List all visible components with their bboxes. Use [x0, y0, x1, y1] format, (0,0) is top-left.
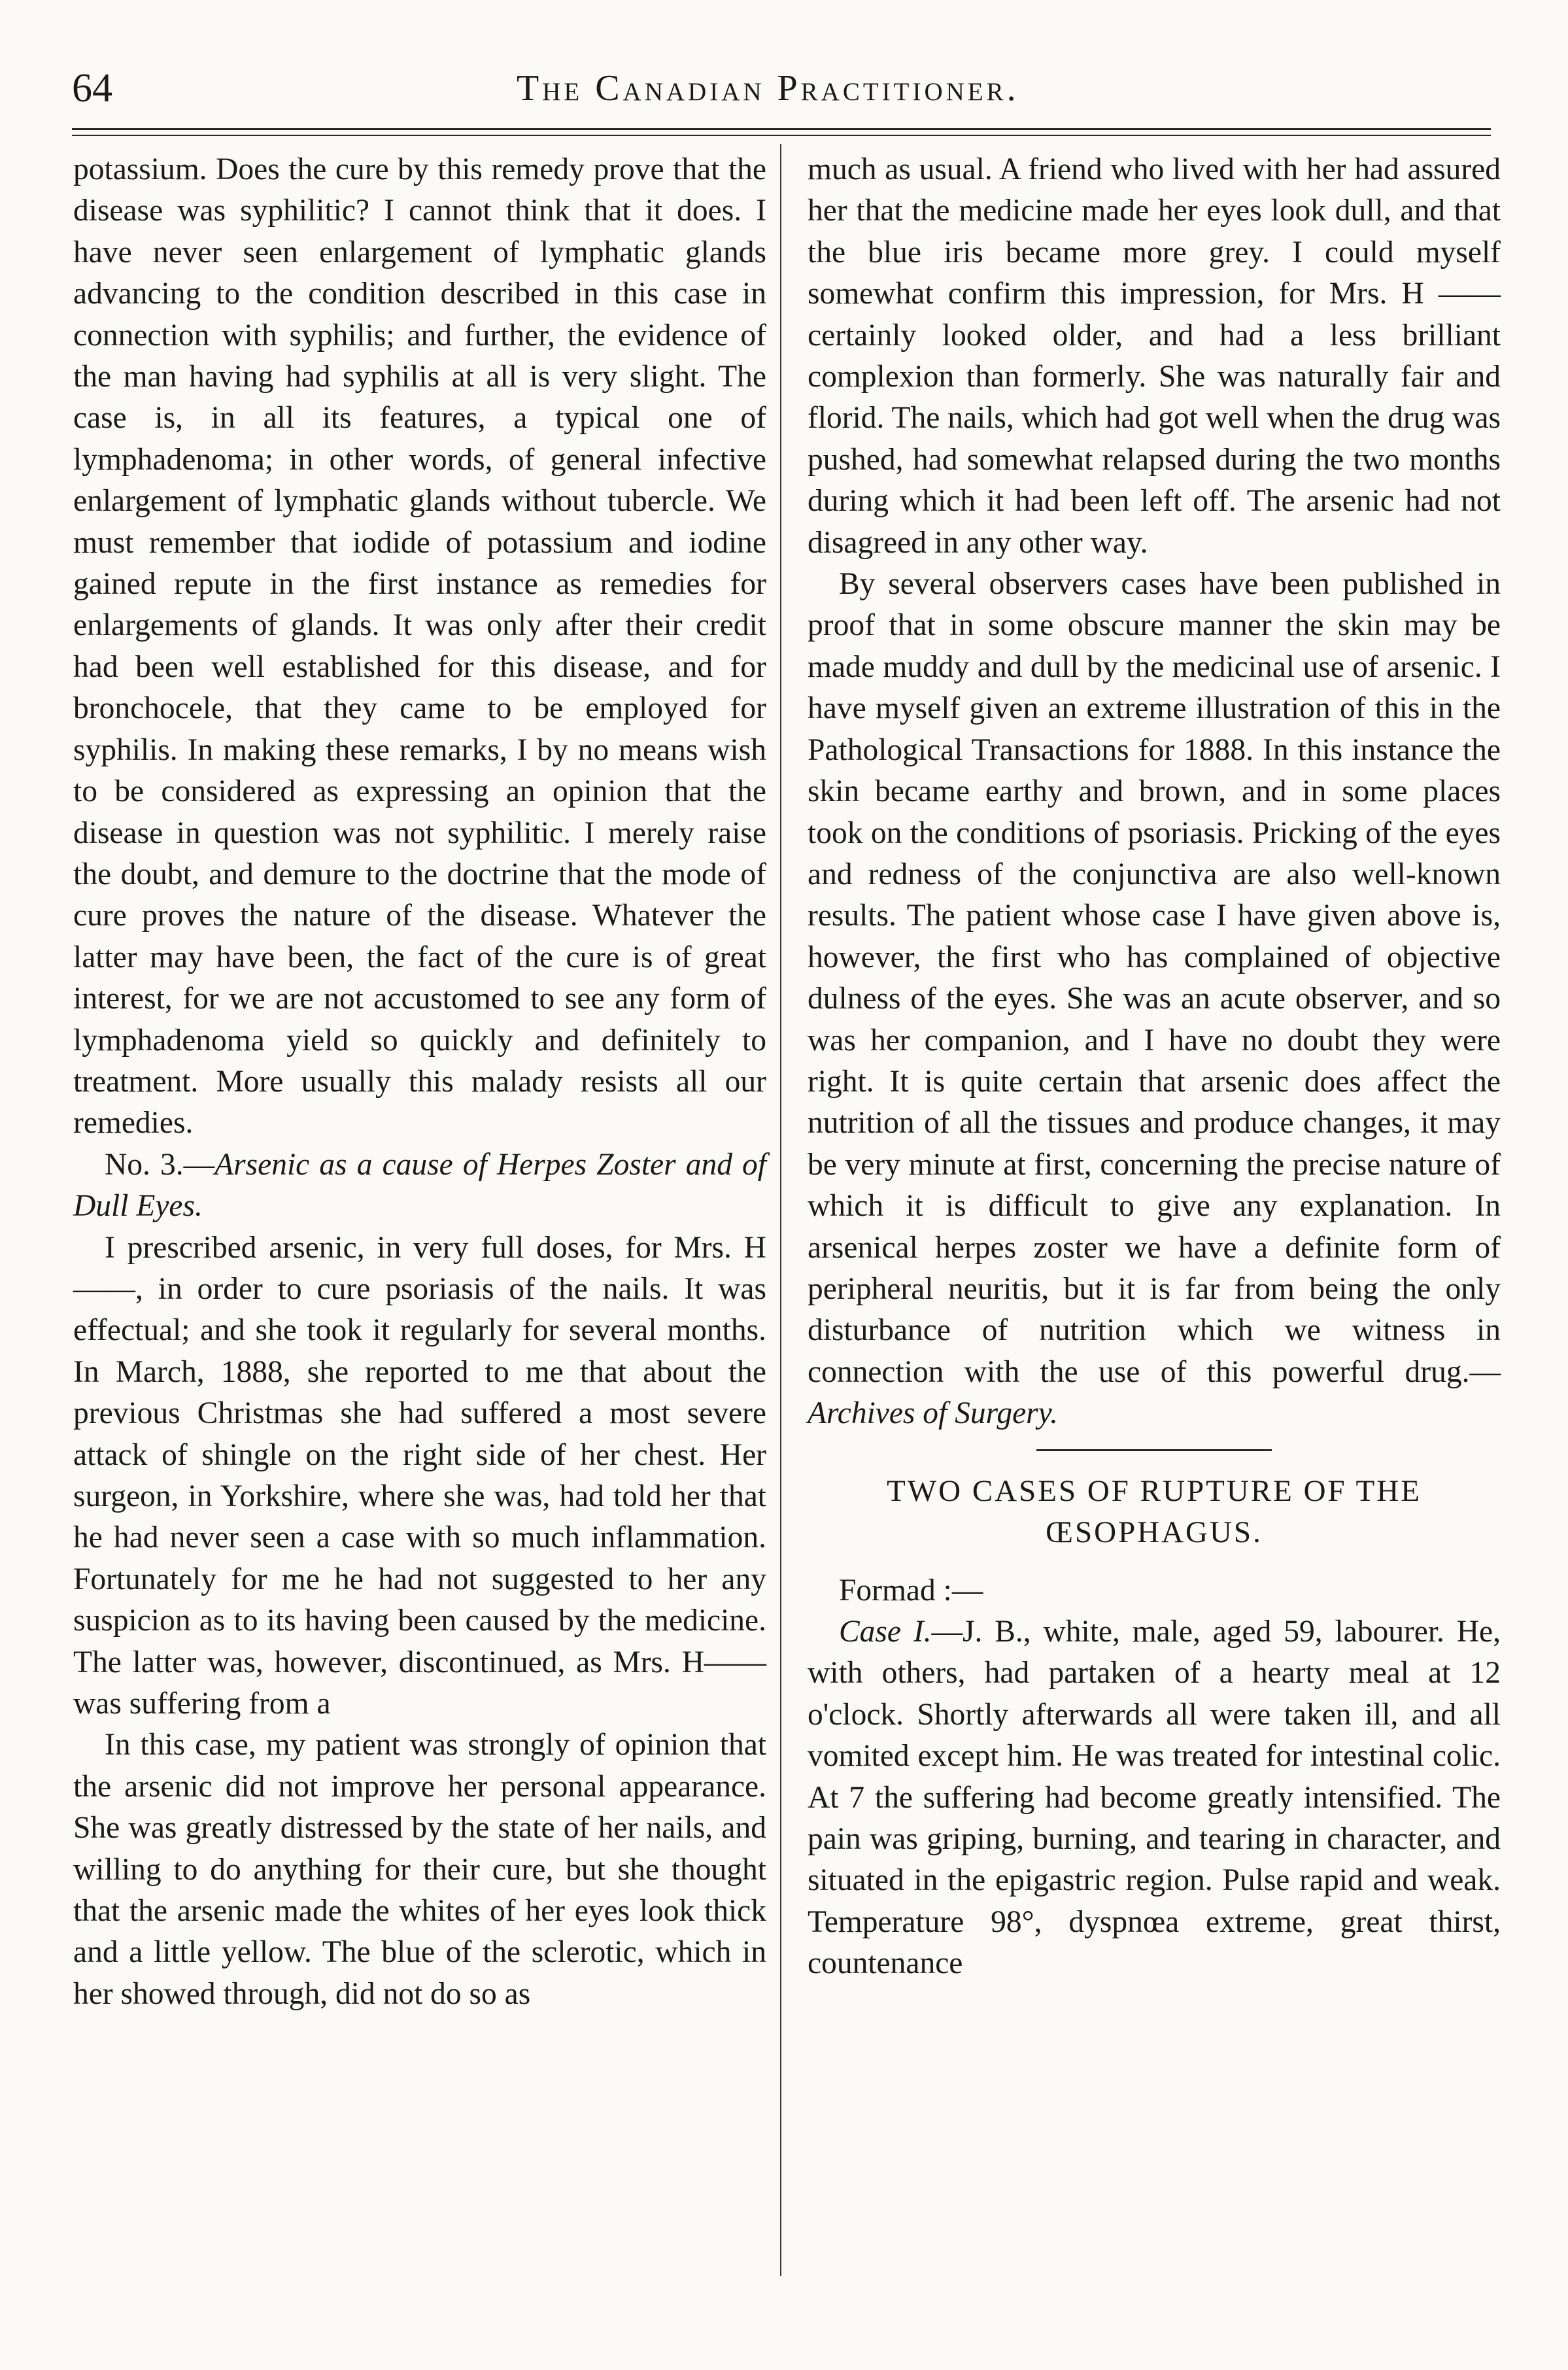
section-separator [1036, 1449, 1272, 1451]
section-heading: TWO CASES OF RUPTURE OF THE ŒSOPHAGUS. [887, 1473, 1422, 1549]
left-column [73, 149, 766, 2015]
page-header [72, 62, 1491, 128]
left-paragraph-3: In this case, my patient was strongly of opinion that the arsenic did not improve her personal appearance. She was greatly distressed by the state of her nails, and willing to do anything for their cure, but she thought that the arsenic made the whites of her eyes look thick and a little yellow. The blue of the sclerotic, which in her showed through, did not do so as [73, 1728, 766, 2011]
author-line: Formad :— [839, 1573, 983, 1607]
case-3-title [73, 1144, 766, 1228]
case-3-number: No. 3.— [105, 1147, 215, 1182]
right-paragraph-1: much as usual. A friend who lived with her had assured her that the medicine made her eyes look dull, and that the blue iris became more grey. I could myself somewhat confirm this impression, for Mrs. H —— certainly looked older, and had a less brilliant complexion than formerly. She was naturally fair and florid. The nails, which had got well when the drug was pushed, had somewhat relapsed during the two months during which it had been left off. The arsenic had not disagreed in any other way. [808, 152, 1501, 560]
source-citation: Archives of Surgery. [808, 1396, 1058, 1431]
page-number: 64 [72, 66, 112, 111]
left-paragraph-2: I prescribed arsenic, in very full doses, for Mrs. H——, in order to cure psoriasis of the nails. It was effectual; and she took it regularly for several months. In March, 1888, she reported to me that about the previous Christmas she had suffered a most severe attack of shingle on the right side of her chest. Her surgeon, in Yorkshire, where she was, had told her that he had never seen a case with so much inflammation. Fortunately for me he had not suggested to her any suspicion as to its having been caused by the medicine. The latter was, however, discontinued, as Mrs. H—— was suffering from a [73, 1230, 766, 1721]
right-paragraph-2 [808, 564, 1501, 1435]
right-paragraph-2-text: By several observers cases have been published in proof that in some obscure manner the skin may be made muddy and dull by the medicinal use of arsenic. I have myself given an extreme illustration of this in the Pathological Transactions for 1888. In this instance the skin became earthy and brown, and in some places took on the conditions of psoriasis. Pricking of the eyes and redness of the conjunctiva are also well-known results. The patient whose case I have given above is, however, the first who has complained of objective dulness of the eyes. She was an acute observer, and so was her companion, and I have no doubt they were right. It is quite certain that arsenic does affect the nutrition of all the tissues and produce changes, it may be very minute at first, concerning the precise nature of which it is difficult to give any explanation. In arsenical herpes zoster we have a definite form of peripheral neuritis, but it is far from being the only disturbance of nutrition which we witness in connection with the use of this powerful drug.— [808, 567, 1501, 1389]
right-column [808, 149, 1501, 1985]
header-rule-top [72, 128, 1491, 130]
left-paragraph-1: potassium. Does the cure by this remedy prove that the disease was syphilitic? I cannot think that it does. I have never seen enlargement of lymphatic glands advancing to the condition described in this case in connection with syphilis; and further, the evidence of the man having had syphilis at all is very slight. The case is, in all its features, a typical one of lymphadenoma; in other words, of general infective enlargement of lymphatic glands without tubercle. We must remember that iodide of potassium and iodine gained repute in the first instance as remedies for enlargements of glands. It was only after their credit had been well established for this disease, and for bronchocele, that they came to be employed for syphilis. In making these remarks, I by no means wish to be considered as expressing an opinion that the disease in question was not syphilitic. I merely raise the doubt, and demure to the doctrine that the mode of cure proves the nature of the disease. Whatever the latter may have been, the fact of the cure is of great interest, for we are not accustomed to see any form of lymphadenoma yield so quickly and definitely to treatment. More usually this malady resists all our remedies. [73, 152, 766, 1141]
header-rule-bottom [72, 135, 1491, 136]
case-3-title-italic: Arsenic as a cause of Herpes Zoster and of Dull Eyes. [73, 1147, 767, 1224]
case-1-paragraph [808, 1611, 1501, 1985]
column-divider [780, 144, 781, 2276]
case-1-label: Case I. [839, 1615, 932, 1649]
running-head: The Canadian Practitioner. [517, 68, 1019, 109]
case-1-text: —J. B., white, male, aged 59, labourer. He, with others, had partaken of a hearty meal at 12 o'clock. Shortly afterwards all were taken ill, and all vomited except him. He was treated for intestinal colic. At 7 the suffering had become greatly intensified. The pain was griping, burning, and tearing in character, and situated in the epigastric region. Pulse rapid and weak. Temperature 98°, dyspnœa extreme, great thirst, countenance [808, 1615, 1501, 1981]
